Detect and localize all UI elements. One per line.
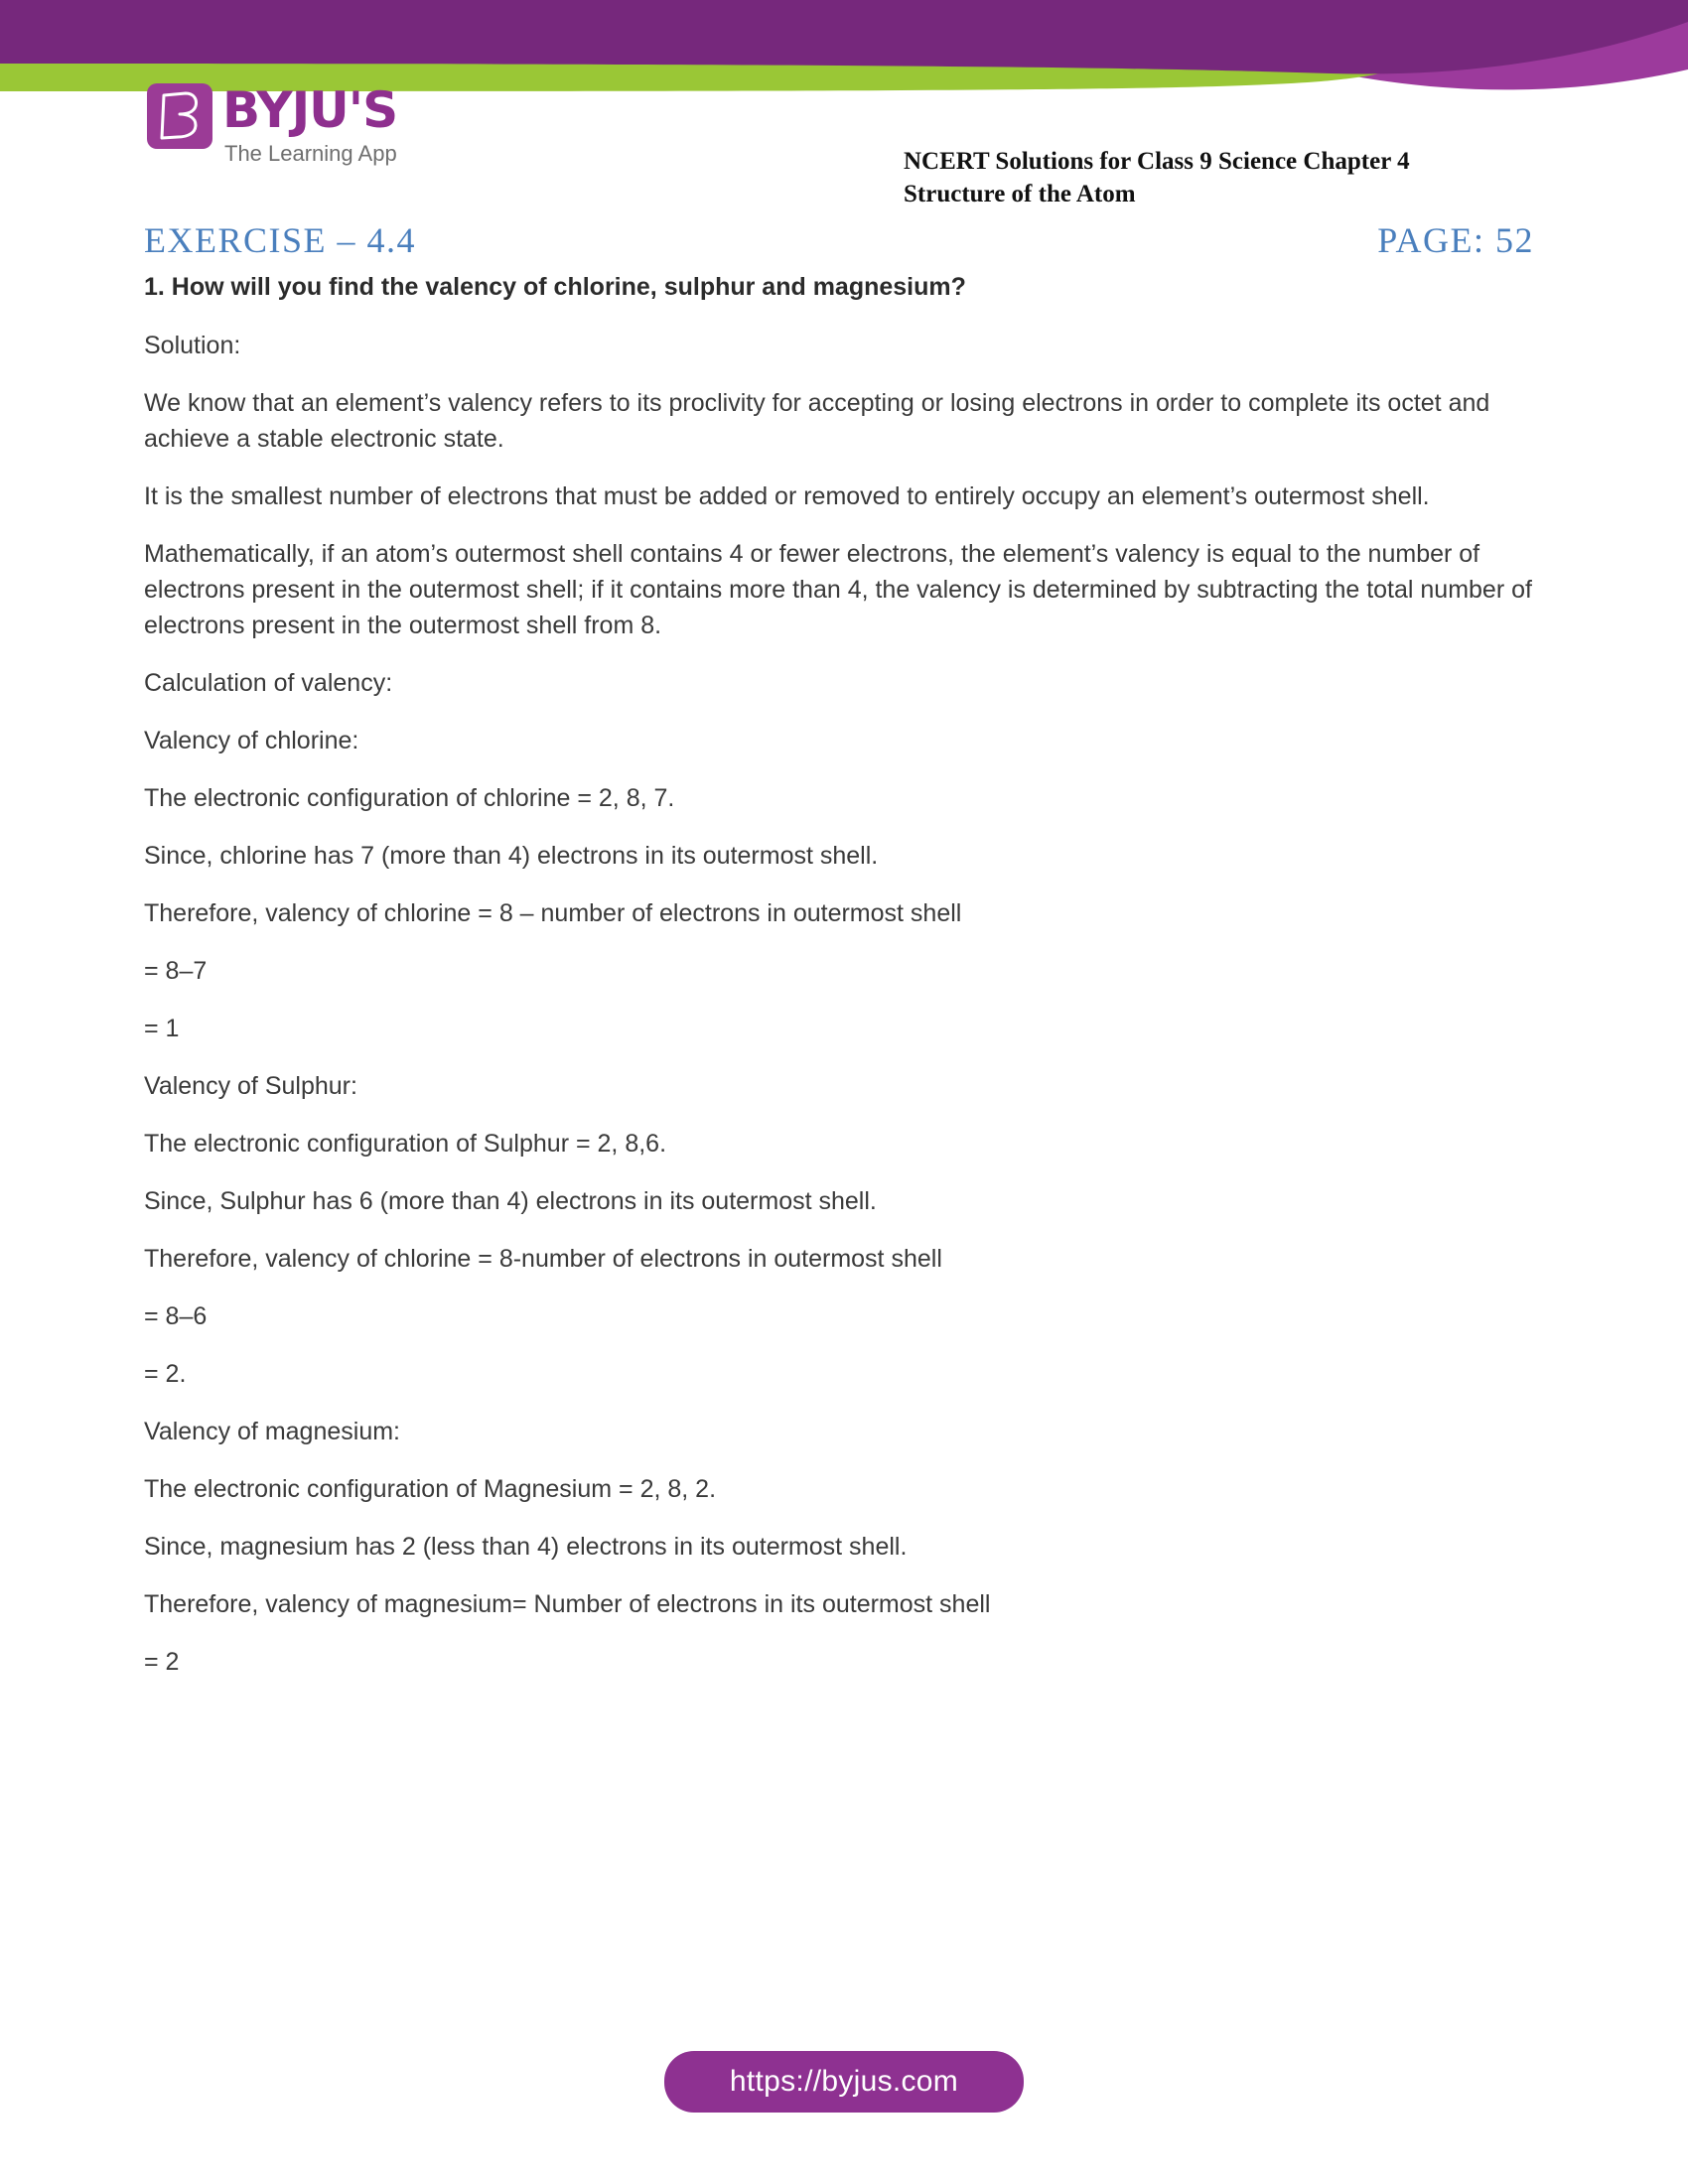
document-title <box>904 145 1559 210</box>
chlorine-step-2: = 1 <box>144 1015 180 1042</box>
document-title-line1: NCERT Solutions for Class 9 Science Chapter 4 <box>904 148 1410 175</box>
solution-label: Solution: <box>144 332 241 359</box>
sulphur-reason: Since, Sulphur has 6 (more than 4) electrons in its outermost shell. <box>144 1187 877 1215</box>
sulphur-step-2: = 2. <box>144 1360 187 1388</box>
page-footer <box>0 2051 1688 2113</box>
magnesium-step-1: = 2 <box>144 1648 180 1676</box>
logo-tagline: The Learning App <box>224 141 397 166</box>
magnesium-heading: Valency of magnesium: <box>144 1418 400 1445</box>
byjus-b-logo-icon <box>147 83 212 149</box>
exercise-title: EXERCISE – 4.4 <box>144 220 417 260</box>
question-text: 1. How will you find the valency of chlorine, sulphur and magnesium? <box>144 273 966 301</box>
solution-paragraph: It is the smallest number of electrons that must be added or removed to entirely occupy an element’s outermost shell. <box>144 482 1430 510</box>
calculation-heading: Calculation of valency: <box>144 669 393 697</box>
chlorine-heading: Valency of chlorine: <box>144 727 359 754</box>
page-number-label: PAGE: 52 <box>1377 220 1534 260</box>
chlorine-formula: Therefore, valency of chlorine = 8 – number of electrons in outermost shell <box>144 899 962 927</box>
solution-content <box>144 270 1534 1702</box>
solution-paragraph: We know that an element’s valency refers to its proclivity for accepting or losing electrons in order to complete its octet and achieve a stable electronic state. <box>144 389 1490 453</box>
logo-wordmark: BYJU'S <box>222 81 398 139</box>
magnesium-configuration: The electronic configuration of Magnesium = 2, 8, 2. <box>144 1475 717 1503</box>
sulphur-heading: Valency of Sulphur: <box>144 1072 357 1100</box>
chlorine-configuration: The electronic configuration of chlorine = 2, 8, 7. <box>144 784 675 812</box>
chlorine-step-1: = 8–7 <box>144 957 208 985</box>
sulphur-formula: Therefore, valency of chlorine = 8-number of electrons in outermost shell <box>144 1245 942 1273</box>
page-header <box>0 62 1688 207</box>
byjus-logo <box>147 83 445 175</box>
magnesium-formula: Therefore, valency of magnesium= Number of electrons in its outermost shell <box>144 1590 991 1618</box>
solution-paragraph: Mathematically, if an atom’s outermost shell contains 4 or fewer electrons, the element’s valency is equal to the number of electrons present in the outermost shell; if it contains more than 4, the valency is determined by subtracting the total number of electrons present in the outermost shell from 8. <box>144 540 1532 639</box>
chlorine-reason: Since, chlorine has 7 (more than 4) electrons in its outermost shell. <box>144 842 879 870</box>
byjus-url-button[interactable]: https://byjus.com <box>664 2051 1024 2113</box>
sulphur-step-1: = 8–6 <box>144 1302 208 1330</box>
exercise-header-row <box>144 220 1534 266</box>
document-title-line2: Structure of the Atom <box>904 181 1136 207</box>
sulphur-configuration: The electronic configuration of Sulphur = 2, 8,6. <box>144 1130 667 1158</box>
magnesium-reason: Since, magnesium has 2 (less than 4) electrons in its outermost shell. <box>144 1533 908 1561</box>
